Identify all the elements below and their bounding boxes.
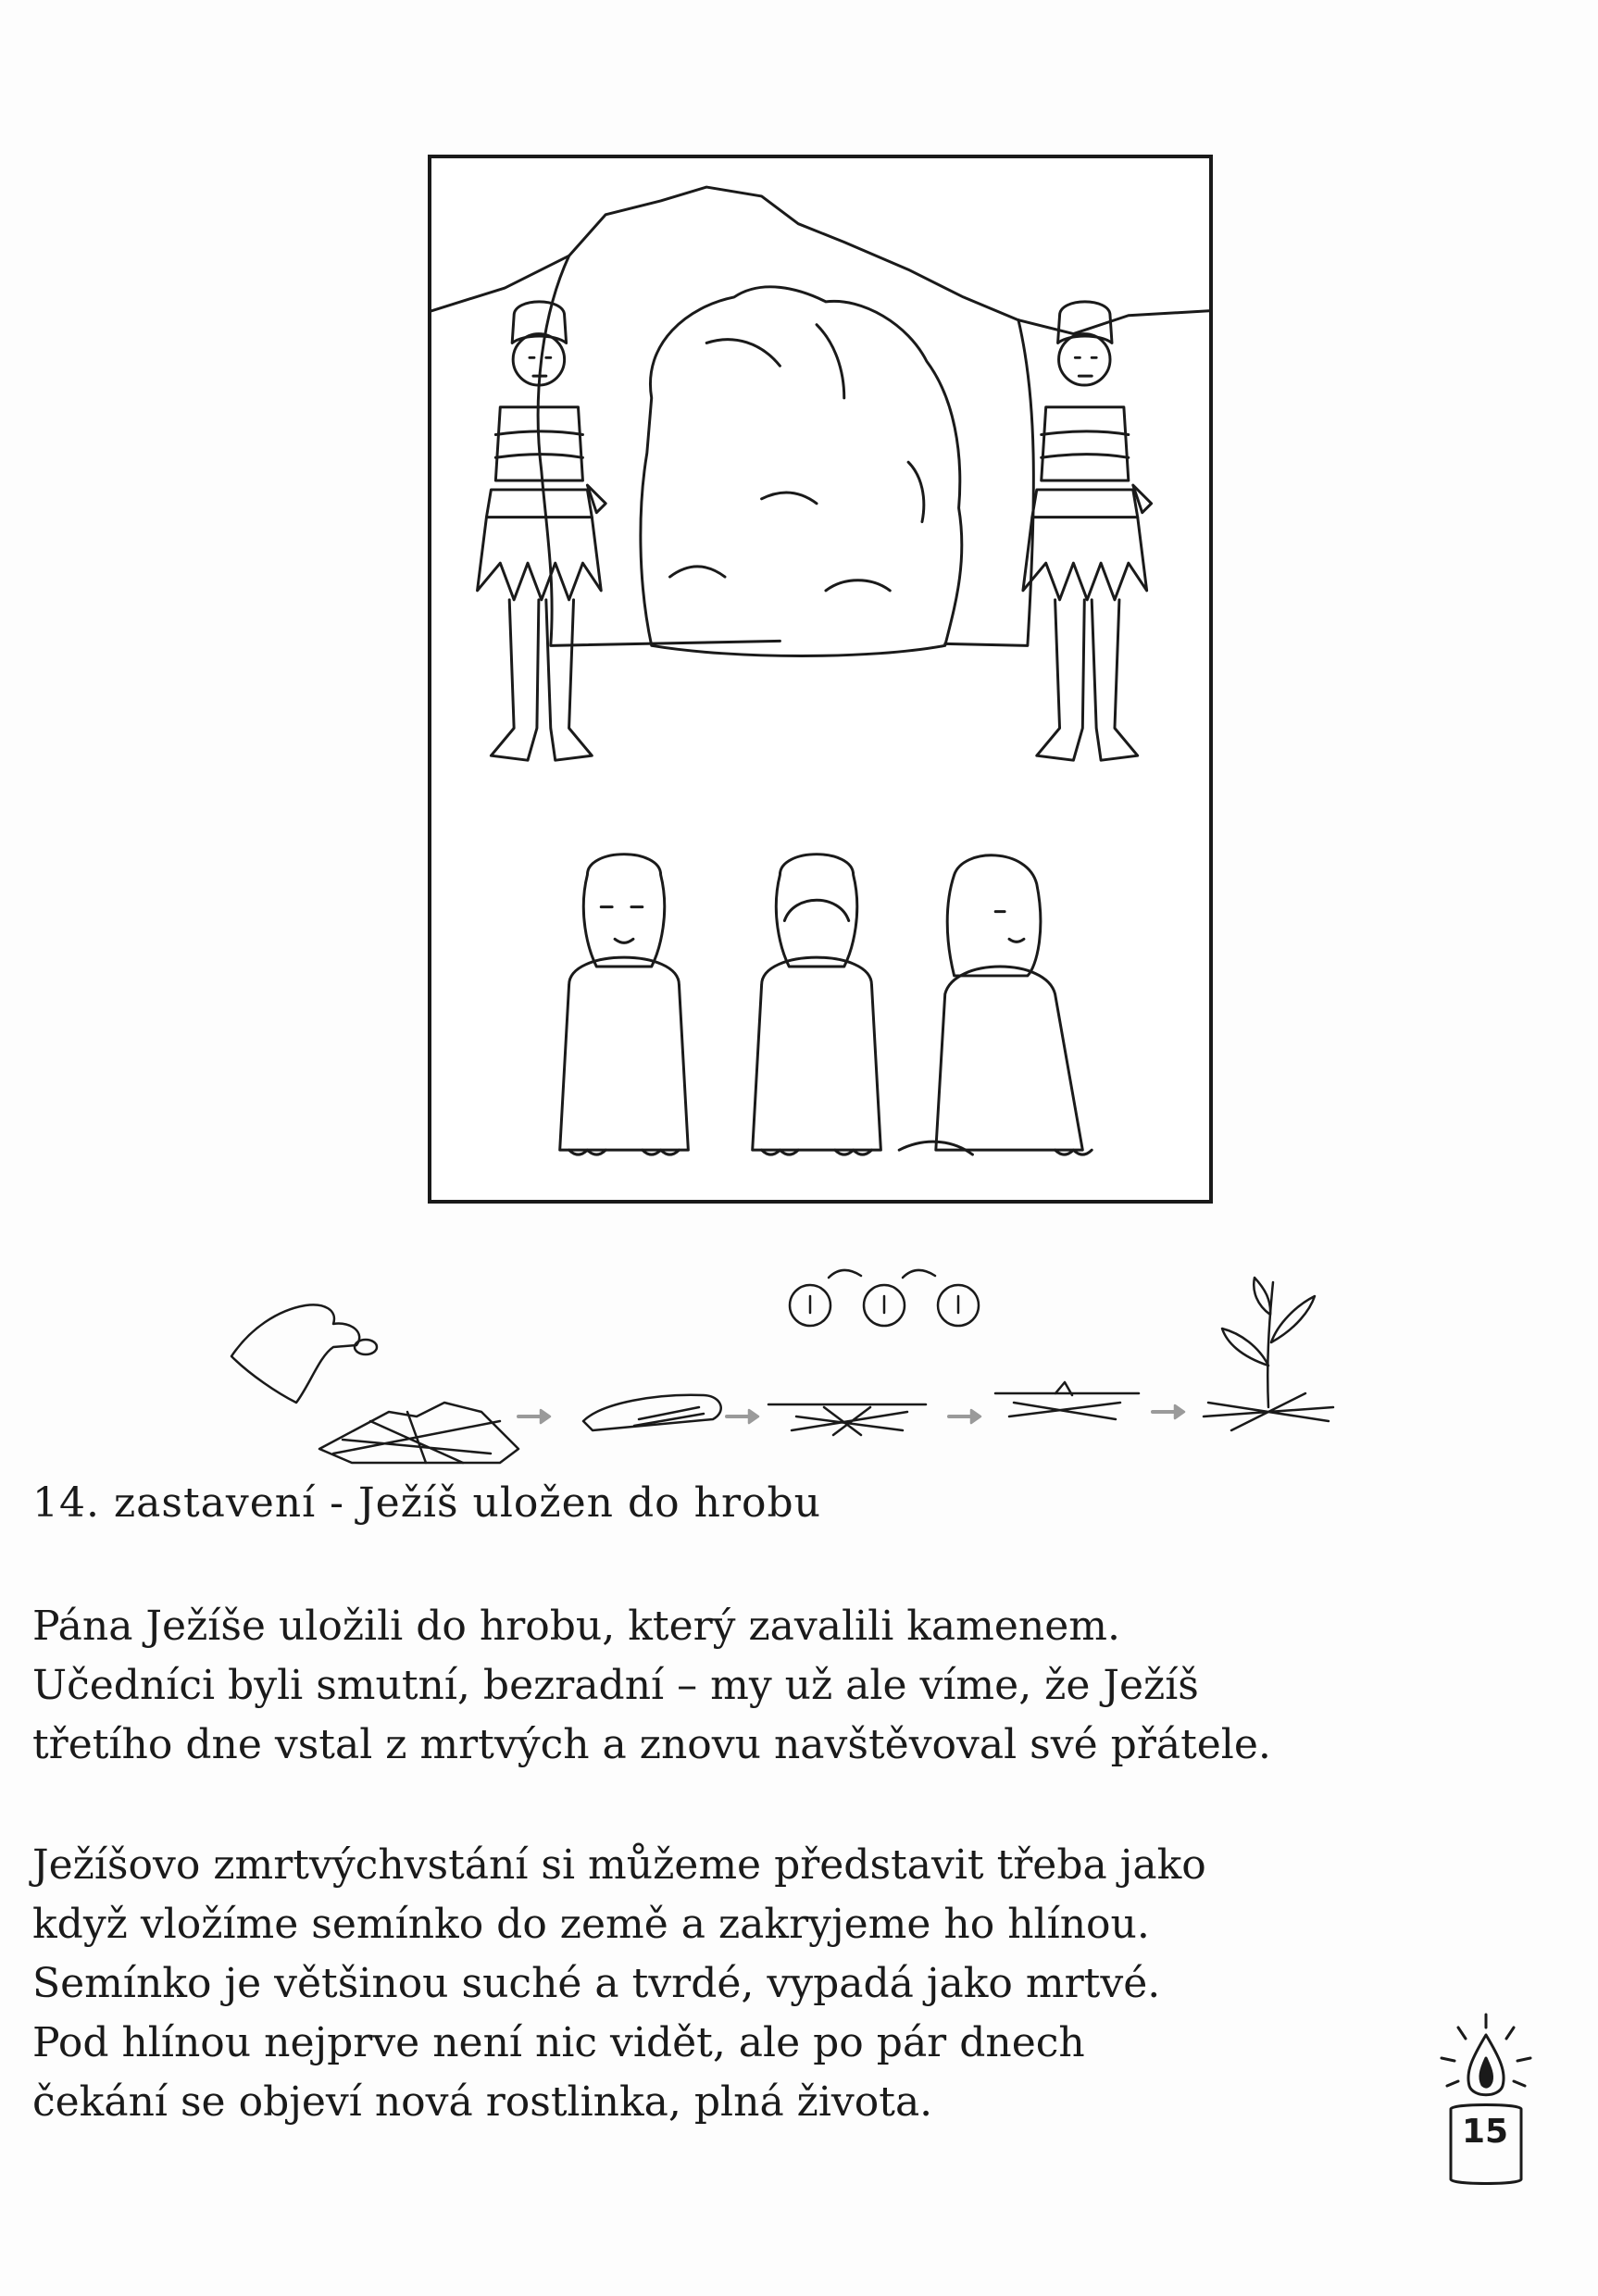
page-number: 15: [1461, 2113, 1509, 2151]
paragraph-line: třetího dne vstal z mrtvých a znovu navštěvoval své přátele.: [32, 1721, 1271, 1768]
paragraph-line: když vložíme semínko do země a zakryjeme ho hlínou.: [32, 1901, 1150, 1948]
paragraph-line: Pána Ježíše uložili do hrobu, který zavalili kamenem.: [32, 1603, 1121, 1650]
paragraph-1: [32, 1597, 1271, 1775]
paragraph-2: [32, 1836, 1206, 2132]
paragraph-line: čekání se objeví nová rostlinka, plná života.: [32, 2078, 933, 2126]
candle-icon: [1430, 2007, 1542, 2192]
paragraph-line: Pod hlínou nejprve není nic vidět, ale po pár dnech: [32, 2019, 1085, 2066]
station-title: 14. zastavení - Ježíš uložen do hrobu: [32, 1479, 821, 1527]
tomb-guards-disciples-illustration: [431, 158, 1209, 1200]
seed-growth-sequence-illustration: [222, 1254, 1380, 1477]
tomb-illustration-frame: [428, 155, 1213, 1204]
paragraph-line: Ježíšovo zmrtvýchvstání si můžeme představit třeba jako: [32, 1841, 1206, 1889]
paragraph-line: Učedníci byli smutní, bezradní – my už ale víme, že Ježíš: [32, 1662, 1199, 1709]
seed-growth-sequence: [222, 1254, 1380, 1477]
paragraph-line: Semínko je většinou suché a tvrdé, vypadá jako mrtvé.: [32, 1960, 1161, 2007]
